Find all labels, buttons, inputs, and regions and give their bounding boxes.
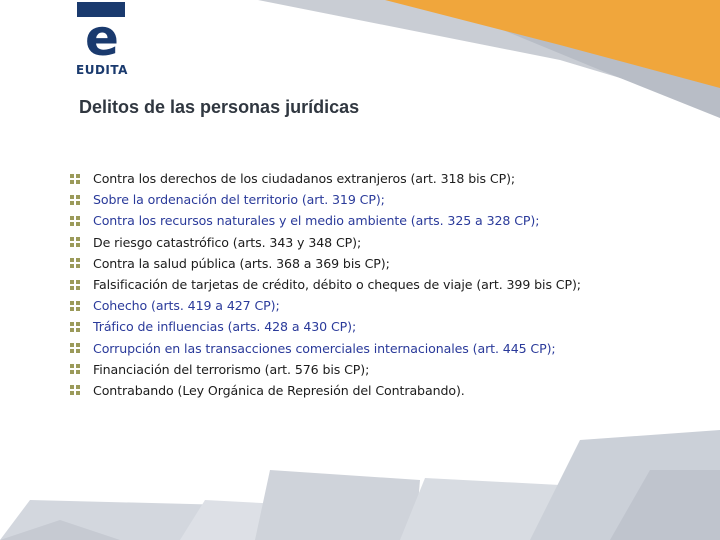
list-item-text: Cohecho (arts. 419 a 427 CP); [93,298,280,314]
square-bullet-icon [70,258,80,268]
footer-shape-3 [255,470,420,540]
list-item [70,232,581,253]
list-item [70,274,581,295]
logo-mark: e [85,9,119,67]
offenses-list [70,168,581,401]
square-bullet-icon [70,216,80,226]
list-item-text: Contrabando (Ley Orgánica de Represión del Contrabando). [93,382,465,398]
eudita-logo [74,0,130,80]
list-item [70,380,581,401]
list-item-text: Tráfico de influencias (arts. 428 a 430 CP); [93,319,357,335]
list-item [70,210,581,231]
square-bullet-icon [70,364,80,374]
square-bullet-icon [70,174,80,184]
square-bullet-icon [70,343,80,353]
list-item-text: Corrupción en las transacciones comerciales internacionales (art. 445 CP); [93,340,556,356]
list-item-text: Contra los recursos naturales y el medio ambiente (arts. 325 a 328 CP); [93,213,540,229]
square-bullet-icon [70,322,80,332]
square-bullet-icon [70,195,80,205]
square-bullet-icon [70,280,80,290]
list-item [70,168,581,189]
square-bullet-icon [70,301,80,311]
logo-name: EUDITA [76,63,128,77]
square-bullet-icon [70,385,80,395]
list-item-text: De riesgo catastrófico (arts. 343 y 348 CP); [93,234,362,250]
page-title: Delitos de las personas jurídicas [79,97,360,117]
list-item [70,295,581,316]
list-item-text: Contra la salud pública (arts. 368 a 369 bis CP); [93,255,390,271]
list-item [70,253,581,274]
list-item [70,189,581,210]
list-item [70,338,581,359]
list-item-text: Falsificación de tarjetas de crédito, débito o cheques de viaje (art. 399 bis CP); [93,277,581,293]
list-item [70,359,581,380]
square-bullet-icon [70,237,80,247]
list-item-text: Contra los derechos de los ciudadanos extranjeros (art. 318 bis CP); [93,171,516,187]
list-item-text: Sobre la ordenación del territorio (art. 319 CP); [93,192,385,208]
list-item [70,316,581,337]
list-item-text: Financiación del terrorismo (art. 576 bis CP); [93,361,370,377]
